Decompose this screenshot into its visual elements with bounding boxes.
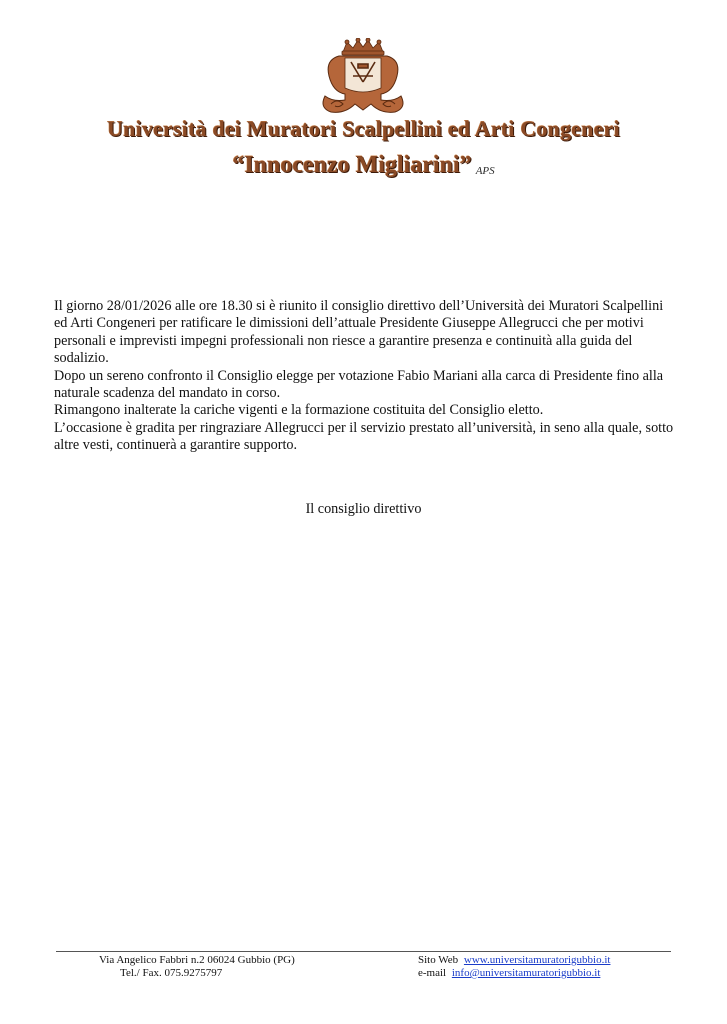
footer-web-label: Sito Web: [418, 954, 459, 966]
organization-subtitle-line: [0, 152, 727, 179]
paragraph: Dopo un sereno confronto il Consiglio elegge per votazione Fabio Mariani alla carca di Presidente fino alla naturale scadenza del mandato in corso.: [54, 367, 664, 402]
signature: Il consiglio direttivo: [305, 501, 422, 517]
footer-web-row: [418, 954, 610, 967]
crest-with-crown-and-mason-tools-icon: [311, 38, 415, 118]
organization-subtitle: “Innocenzo Migliarini”: [232, 152, 472, 178]
footer-contact: [99, 954, 295, 980]
footer-phone: Tel./ Fax. 075.9275797: [120, 967, 223, 979]
paragraph: Il giorno 28/01/2026 alle ore 18.30 si è riunito il consiglio direttivo dell’Università dei Muratori Scalpellini ed Arti Congeneri per ratificare le dimissioni dell’attuale Presidente Giuseppe Allegrucci che per motivi personali e imprevisti impegni professionali non riesce a garantire presenza e continuità alla guida del sodalizio.: [54, 298, 664, 367]
email-link[interactable]: info@universitamuratorigubbio.it: [451, 967, 601, 979]
footer-email-row: [418, 967, 610, 980]
footer-email-label: e-mail: [418, 967, 447, 979]
footer-online: [418, 954, 610, 980]
letter-body: [54, 298, 680, 455]
footer-divider: [56, 951, 671, 952]
website-link[interactable]: www.universitamuratorigubbio.it: [463, 954, 611, 966]
organization-name: Università dei Muratori Scalpellini ed Arti Congeneri: [107, 116, 620, 141]
footer-address: Via Angelico Fabbri n.2 06024 Gubbio (PG): [99, 954, 295, 966]
organization-suffix: APS: [475, 165, 495, 177]
paragraph: L’occasione è gradita per ringraziare Allegrucci per il servizio prestato all’università, in seno alla quale, sotto altre vesti, continuerà a garantire supporto.: [54, 419, 674, 454]
paragraph: Rimangono inalterate la cariche vigenti e la formazione costituita del Consiglio eletto.: [54, 402, 544, 419]
